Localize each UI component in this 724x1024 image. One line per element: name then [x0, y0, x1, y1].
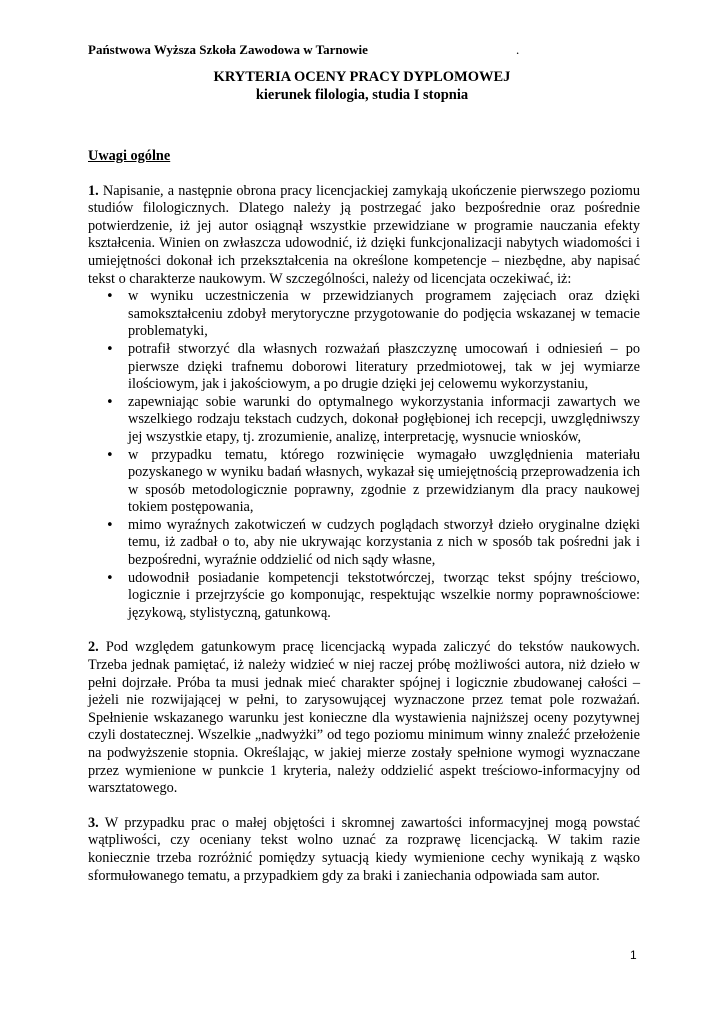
paragraph-1-number: 1.: [88, 182, 99, 199]
paragraph-2: [88, 639, 640, 797]
title-line-2: kierunek filologia, studia I stopnia: [255, 87, 469, 103]
list-item: [106, 569, 640, 623]
bullet-icon: •: [106, 517, 114, 533]
paragraph-2-number: 2.: [88, 639, 99, 656]
list-item: [106, 446, 640, 517]
list-item-text: potrafił stworzyć dla własnych rozważań płaszczyznę umocowań i odniesień – po pierwsze dzięki trafnemu doborowi literatury przedmiotowej, tak w jej wymiarze ilościowym, jak i jakościowym, a po drugie dzięki jej celowemu wykorzystaniu,: [128, 340, 640, 393]
paragraph-2-text: Pod względem gatunkowym pracę licencjacką wypada zaliczyć do tekstów naukowych. Trzeba jednak pamiętać, iż należy widzieć w niej raczej próbę możliwości autora, niż dzieło w pełni dojrzałe. Próba ta musi jednak mieć charakter spójnej i logicznie zbudowanej całości – jeżeli nie rozwijającej w pełni, to zarysowującej wyznaczone przez temat pole rozważań. Spełnienie wskazanego warunku jest konieczne dla wystawienia najniższej oceny pozytywnej czyli dostatecznej. Wszelkie „nadwyżki” od tego poziomu minimum winny znaleźć przełożenie na podwyższenie stopnia. Określając, w jakiej mierze zostały spełnione wymogi wyznaczane przez wymienione w punkcie 1 kryteria, należy oddzielić aspekt treściowo-informacyjny od warsztatowego.: [88, 639, 640, 797]
list-item: [106, 516, 640, 570]
list-item-text: w przypadku tematu, którego rozwinięcie wymagało uwzględnienia materiału pozyskanego w wyniku badań własnych, wykazał się umiejętnością przeprowadzenia ich w sposób metodologicznie poprawny, zgodnie z przewidzianym dla pracy naukowej tokiem postępowania,: [128, 446, 640, 516]
bullet-icon: •: [106, 394, 114, 410]
paragraph-3: [88, 815, 640, 885]
paragraph-1: [88, 183, 640, 289]
institution-name: Państwowa Wyższa Szkoła Zawodowa w Tarnowie: [88, 42, 368, 57]
paragraph-3-number: 3.: [88, 814, 99, 831]
paragraph-3-text: W przypadku prac o małej objętości i skromnej zawartości informacyjnej mogą powstać wątpliwości, czy oceniany tekst wolno uznać za rozprawę licencjacką. W takim razie koniecznie trzeba rozróżnić pomiędzy sytuacją kiedy wymienione cechy wynikają z wąsko sformułowanego tematu, a przypadkiem gdy za braki i zaniechania odpowiada sam autor.: [88, 814, 640, 884]
document-title: [88, 68, 636, 104]
page-header: [88, 42, 638, 58]
list-item-text: zapewniając sobie warunki do optymalnego wykorzystania informacji zawartych we wszelkiego rodzaju tekstach cudzych, dokonał pogłębionej ich recepcji, uwzględniwszy jej wszystkie etapy, tj. zrozumienie, analizę, interpretację, wysnucie wniosków,: [128, 393, 640, 445]
list-item-text: udowodnił posiadanie kompetencji tekstotwórczej, tworząc tekst spójny treściowo, logicznie i przejrzyście go komponując, respektując wszelkie normy poprawnościowe: językową, stylistyczną, gatunkową.: [128, 569, 640, 621]
document-body: [88, 148, 640, 902]
header-dot: .: [516, 42, 520, 57]
title-line-1: KRYTERIA OCENY PRACY DYPLOMOWEJ: [213, 69, 511, 85]
criteria-list: [88, 288, 640, 622]
list-item-text: w wyniku uczestniczenia w przewidzianych programem zajęciach oraz dzięki samokształceniu zdobył merytoryczne przygotowanie do podjęcia wskazanej w temacie problematyki,: [128, 288, 640, 340]
section-heading: Uwagi ogólne: [88, 148, 171, 164]
bullet-icon: •: [106, 447, 114, 463]
bullet-icon: •: [106, 570, 114, 586]
paragraph-1-text: Napisanie, a następnie obrona pracy licencjackiej zamykają ukończenie pierwszego poziomu studiów filologicznych. Dlatego należy ją postrzegać jako bezpośrednie oraz pośrednie potwierdzenie, iż jej autor osiągnął wszystkie przewidziane w programie nauczania efekty kształcenia. Winien on zwłaszcza udowodnić, iż dzięki funkcjonalizacji nabytych wiadomości i umiejętności dokonał ich przekształcenia na określone kompetencje – niezbędne, aby napisać tekst o charakterze naukowym. W szczególności, należy od licencjata oczekiwać, iż:: [88, 182, 640, 287]
list-item: [106, 340, 640, 394]
list-item: [106, 288, 640, 341]
bullet-icon: •: [106, 289, 114, 305]
list-item: [106, 393, 640, 447]
page-number: 1: [630, 948, 637, 962]
list-item-text: mimo wyraźnych zakotwiczeń w cudzych poglądach stworzył dzieło oryginalne dzięki temu, iż zadbał o to, aby nie ukrywając korzystania z nich w sposób tak pośredni jak i bezpośredni, wyraźnie oddzielić od nich sądy własne,: [128, 516, 640, 569]
bullet-icon: •: [106, 341, 114, 357]
